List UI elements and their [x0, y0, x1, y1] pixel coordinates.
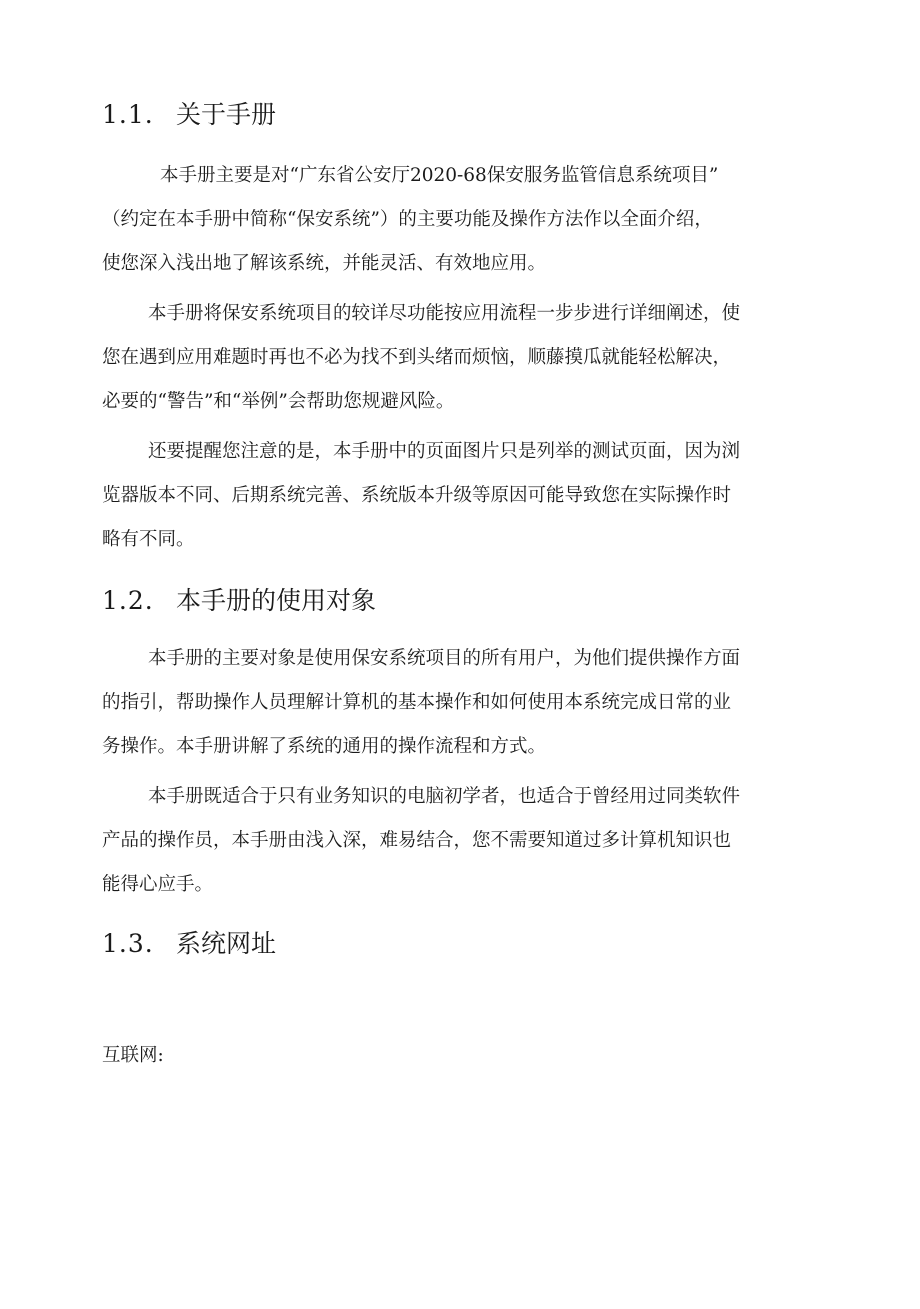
paragraph-line: 必要的“警告”和“举例”会帮助您规避风险。	[102, 391, 455, 412]
section-heading-1-2	[102, 585, 376, 617]
paragraph-line: 能得心应手。	[102, 874, 214, 895]
paragraph-line: 本手册既适合于只有业务知识的电脑初学者，也适合于曾经用过同类软件	[148, 786, 741, 807]
section-title: 关于手册	[176, 100, 277, 129]
paragraph-line: 使您深入浅出地了解该系统，并能灵活、有效地应用。	[102, 253, 547, 274]
section-title: 本手册的使用对象	[176, 586, 377, 615]
section-title: 系统网址	[176, 929, 277, 958]
section-number: 1.2.	[102, 586, 154, 615]
paragraph-line: 务操作。本手册讲解了系统的通用的操作流程和方式。	[102, 736, 547, 757]
section-heading-1-3	[102, 928, 276, 960]
paragraph-line: （约定在本手册中简称“保安系统”）的主要功能及操作方法作以全面介绍，	[102, 209, 713, 230]
paragraph-about-2	[102, 292, 766, 424]
paragraph-line: 本手册将保安系统项目的较详尽功能按应用流程一步步进行详细阐述，使	[148, 303, 741, 324]
paragraph-audience-2	[102, 775, 766, 907]
section-number: 1.1.	[102, 100, 154, 129]
paragraph-line: 略有不同。	[102, 529, 195, 550]
section-heading-1-1	[102, 99, 276, 131]
paragraph-line: 览器版本不同、后期系统完善、系统版本升级等原因可能导致您在实际操作时	[102, 485, 732, 506]
paragraph-line: 您在遇到应用难题时再也不必为找不到头绪而烦恼，顺藤摸瓜就能轻松解决，	[102, 347, 732, 368]
paragraph-line: 产品的操作员，本手册由浅入深，难易结合，您不需要知道过多计算机知识也	[102, 830, 732, 851]
paragraph-about-3	[102, 430, 766, 562]
paragraph-line: 的指引，帮助操作人员理解计算机的基本操作和如何使用本系统完成日常的业	[102, 692, 732, 713]
paragraph-about-1	[102, 154, 766, 286]
section-number: 1.3.	[102, 929, 154, 958]
paragraph-line: 还要提醒您注意的是，本手册中的页面图片只是列举的测试页面，因为浏	[148, 441, 741, 462]
internet-label: 互联网:	[102, 1045, 164, 1066]
paragraph-line: 本手册主要是对“广东省公安厅2020-68保安服务监管信息系统项目”	[160, 165, 719, 186]
paragraph-line: 本手册的主要对象是使用保安系统项目的所有用户，为他们提供操作方面	[148, 648, 741, 669]
paragraph-audience-1	[102, 637, 766, 769]
